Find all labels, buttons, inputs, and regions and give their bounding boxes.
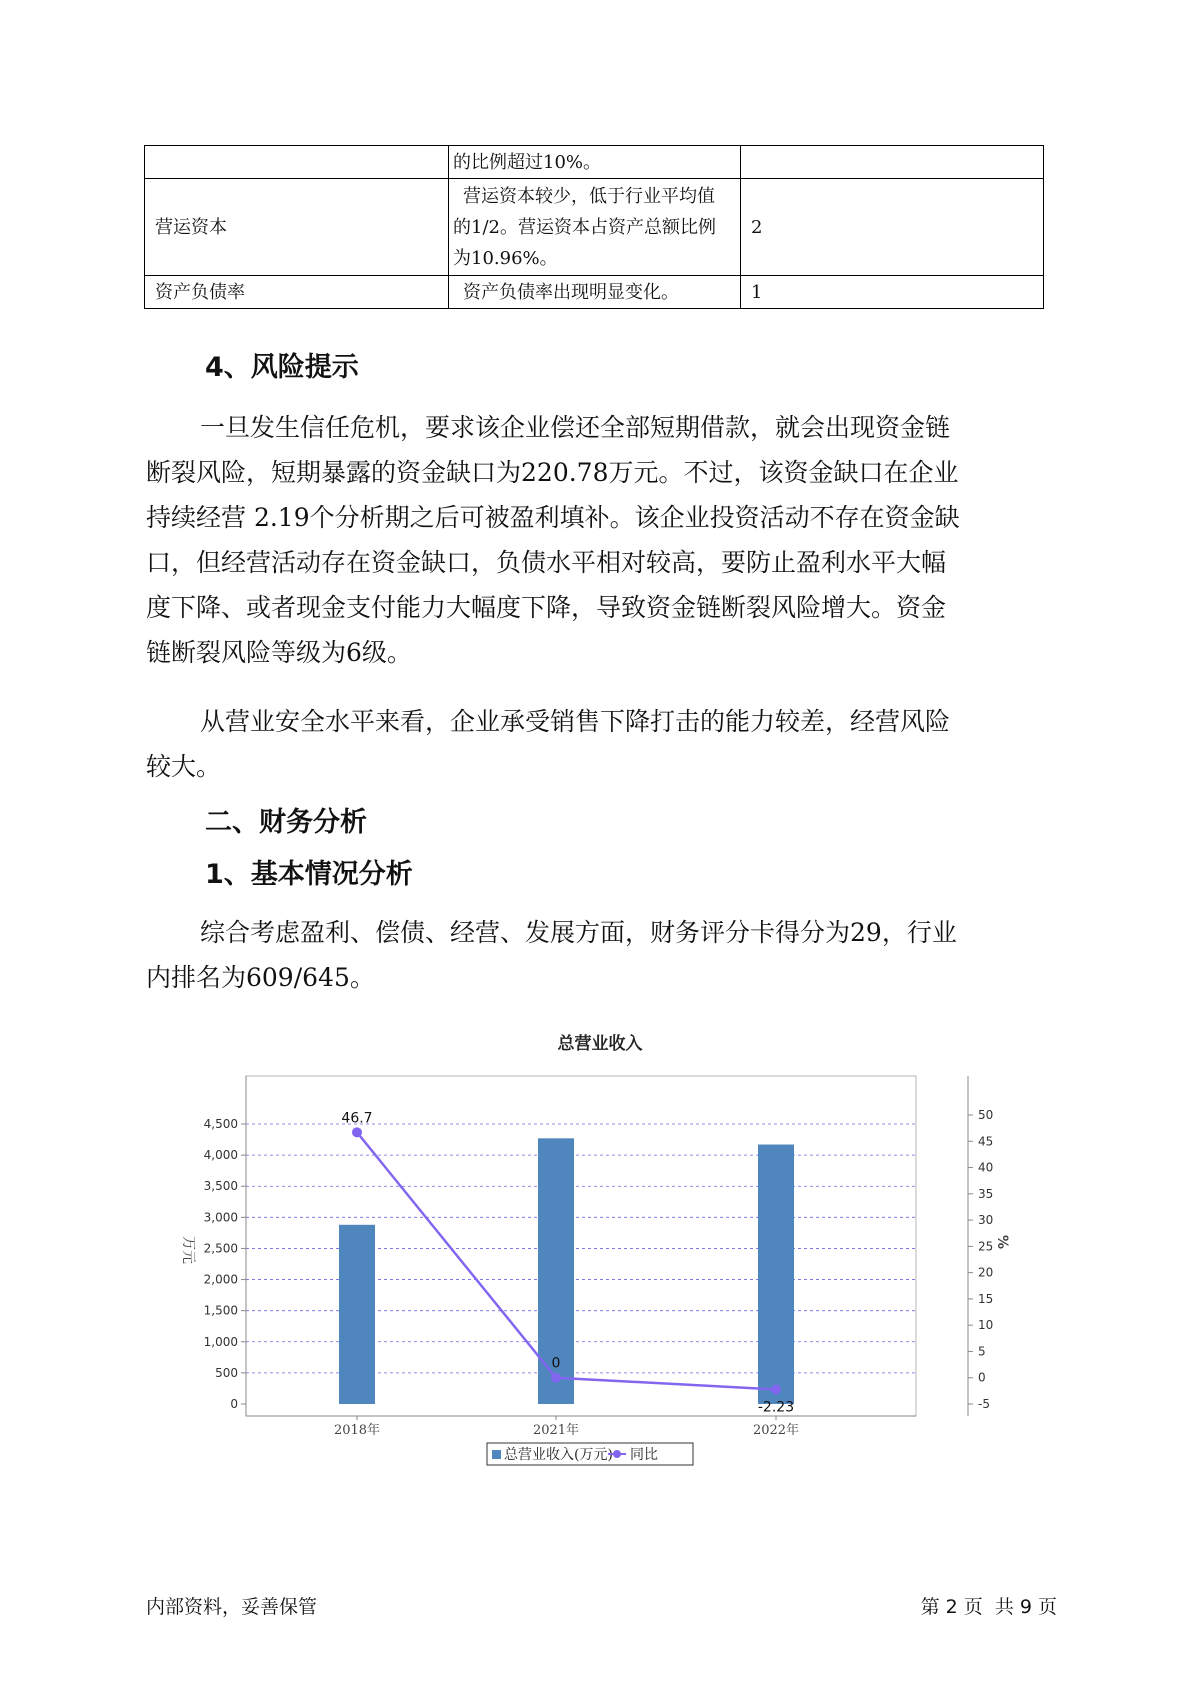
- y2-tick-label: 35: [978, 1186, 994, 1201]
- desc-line: 资产负债率出现明显变化。: [463, 281, 679, 303]
- y2-tick-label: 45: [978, 1134, 994, 1149]
- risk-indicator-table: [144, 145, 1044, 309]
- paragraph-line: 度下降、或者现金支付能力大幅度下降，导致资金链断裂风险增大。资金: [146, 593, 947, 622]
- paragraph-line: 综合考虑盈利、偿债、经营、发展方面，财务评分卡得分为29，行业: [200, 918, 957, 947]
- yoy-data-label: -2.23: [757, 1399, 795, 1416]
- legend-line-label: 同比: [630, 1447, 658, 1463]
- y-tick-label: 4,500: [203, 1117, 238, 1131]
- indicator-score-cell: 2: [741, 179, 1044, 276]
- risk-paragraph-1: [146, 405, 1060, 675]
- y-tick-label: 1,000: [203, 1334, 238, 1349]
- legend-line-marker: [613, 1450, 621, 1458]
- y-tick-label: 0: [230, 1397, 238, 1411]
- y2-tick-label: 25: [978, 1239, 994, 1254]
- bar: [758, 1145, 794, 1404]
- legend-bar-label: 总营业收入(万元): [504, 1447, 613, 1463]
- paragraph-line: 较大。: [146, 752, 222, 781]
- yoy-point: [352, 1127, 362, 1137]
- legend: [487, 1443, 693, 1465]
- desc-line: 为10.96%。: [453, 247, 558, 269]
- desc-line: 的比例超过10%。: [453, 151, 602, 173]
- y2-tick-label: 5: [978, 1344, 986, 1359]
- y-tick-label: 500: [215, 1365, 238, 1380]
- revenue-chart: [160, 1020, 1020, 1480]
- indicator-desc-cell: [449, 146, 741, 179]
- y2-axis-label: %: [994, 1234, 1010, 1250]
- x-tick-label: 2018年: [333, 1423, 381, 1438]
- paragraph-line: 内排名为609/645。: [146, 963, 375, 992]
- paragraph-line: 口，但经营活动存在资金缺口，负债水平相对较高，要防止盈利水平大幅: [146, 548, 947, 577]
- right-axis-ticks: [968, 1108, 993, 1411]
- indicator-name-cell: 营运资本: [145, 179, 449, 276]
- x-tick-label: 2022年: [752, 1423, 800, 1438]
- y-tick-label: 3,000: [203, 1210, 238, 1225]
- risk-heading: 4、风险提示: [205, 352, 359, 383]
- y2-tick-label: 30: [978, 1213, 994, 1228]
- paragraph-line: 链断裂风险等级为6级。: [146, 638, 412, 667]
- paragraph-line: 从营业安全水平来看，企业承受销售下降打击的能力较差，经营风险: [200, 707, 951, 736]
- indicator-desc-cell: [449, 179, 741, 276]
- indicator-name-cell: 资产负债率: [145, 276, 449, 309]
- desc-line: 营运资本较少，低于行业平均值: [463, 185, 715, 207]
- table-row: [145, 179, 1044, 276]
- y-tick-label: 4,000: [203, 1148, 238, 1163]
- table-row: [145, 276, 1044, 309]
- indicator-desc-cell: [449, 276, 741, 309]
- y-tick-label: 1,500: [203, 1303, 238, 1318]
- basic-analysis-heading: 1、基本情况分析: [205, 859, 413, 890]
- yoy-point: [771, 1384, 781, 1394]
- y2-tick-label: 15: [978, 1291, 994, 1306]
- y-tick-label: 2,000: [203, 1272, 238, 1287]
- chart-title: 总营业收入: [557, 1034, 643, 1054]
- yoy-data-label: 46.7: [341, 1110, 373, 1127]
- left-axis-ticks: [204, 1117, 246, 1411]
- y2-tick-label: 20: [978, 1265, 994, 1280]
- paragraph-line: 一旦发生信任危机，要求该企业偿还全部短期借款，就会出现资金链: [200, 413, 951, 442]
- legend-bar-swatch: [492, 1450, 501, 1459]
- indicator-score-cell: [741, 146, 1044, 179]
- y2-tick-label: 50: [978, 1108, 994, 1122]
- paragraph-line: 断裂风险，短期暴露的资金缺口为220.78万元。不过，该资金缺口在企业: [146, 458, 959, 487]
- paragraph-line: 持续经营 2.19个分析期之后可被盈利填补。该企业投资活动不存在资金缺: [146, 503, 960, 532]
- y2-tick-label: 40: [978, 1160, 994, 1175]
- y2-tick-label: -5: [978, 1397, 990, 1411]
- yoy-point: [551, 1373, 561, 1383]
- y2-tick-label: 0: [978, 1370, 986, 1385]
- y-axis-label: 万元: [180, 1236, 196, 1264]
- indicator-score-cell: 1: [741, 276, 1044, 309]
- x-axis-labels: [334, 1416, 799, 1438]
- yoy-data-label: 0: [551, 1355, 561, 1372]
- financial-analysis-heading: 二、财务分析: [205, 807, 367, 838]
- y2-tick-label: 10: [978, 1318, 994, 1333]
- footer-page-number: 第 2 页 共 9 页: [920, 1596, 1057, 1618]
- bar: [339, 1225, 375, 1404]
- desc-line: 的1/2。营运资本占资产总额比例: [453, 216, 716, 238]
- indicator-name-cell: [145, 146, 449, 179]
- x-tick-label: 2021年: [532, 1423, 580, 1438]
- basic-paragraph: [146, 910, 1060, 1000]
- y-tick-label: 3,500: [203, 1179, 238, 1194]
- y-tick-label: 2,500: [203, 1241, 238, 1256]
- footer-confidential: 内部资料，妥善保管: [146, 1596, 318, 1618]
- table-row: [145, 146, 1044, 179]
- risk-paragraph-2: [146, 699, 1060, 789]
